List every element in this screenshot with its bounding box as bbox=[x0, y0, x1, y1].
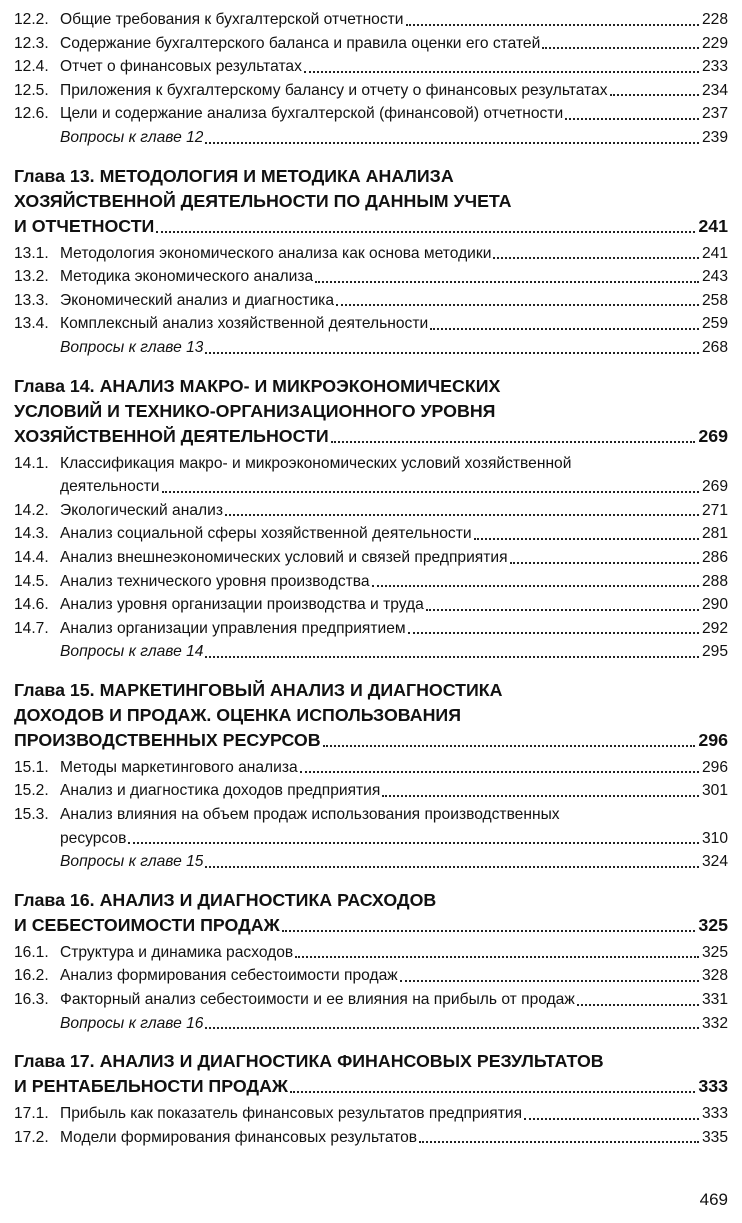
leader-dots bbox=[300, 771, 699, 773]
leader-dots bbox=[474, 538, 699, 540]
entry-title: Анализ формирования себестоимости продаж bbox=[60, 967, 398, 985]
chapter-heading[interactable] bbox=[14, 888, 728, 938]
chapter-heading[interactable] bbox=[14, 678, 728, 753]
toc-entry[interactable] bbox=[14, 617, 728, 641]
leader-dots bbox=[225, 514, 699, 516]
leader-dots bbox=[205, 1027, 699, 1029]
entry-number: 12.4. bbox=[14, 58, 49, 76]
leader-dots bbox=[205, 142, 699, 144]
entry-page: 237 bbox=[701, 105, 728, 123]
entry-title: Содержание бухгалтерского баланса и правила оценки его статей bbox=[60, 34, 541, 52]
entry-title: Приложения к бухгалтерскому балансу и отчету о финансовых результатах bbox=[60, 81, 608, 99]
toc-entry[interactable] bbox=[14, 55, 728, 79]
toc-entry[interactable] bbox=[14, 102, 728, 126]
toc-entry[interactable] bbox=[14, 570, 728, 594]
entry-title: Анализ уровня организации производства и труда bbox=[60, 596, 424, 614]
entry-page: 301 bbox=[701, 782, 728, 800]
toc-entry[interactable] bbox=[14, 964, 728, 988]
entry-title: Вопросы к главе 13 bbox=[60, 338, 204, 356]
toc-entry[interactable] bbox=[14, 779, 728, 803]
entry-page: 241 bbox=[701, 244, 728, 262]
chapter-page: 333 bbox=[698, 1076, 728, 1097]
entry-title-continued: деятельности bbox=[60, 478, 160, 496]
toc-entry[interactable] bbox=[14, 452, 728, 499]
chapter-page: 241 bbox=[698, 215, 728, 236]
entry-page: 228 bbox=[701, 11, 728, 28]
entry-page: 229 bbox=[701, 34, 728, 52]
chapter-heading[interactable] bbox=[14, 1049, 728, 1099]
leader-dots bbox=[577, 1004, 699, 1006]
entry-page: 324 bbox=[701, 853, 728, 871]
entry-page: 234 bbox=[701, 81, 728, 99]
entry-page: 239 bbox=[701, 128, 728, 146]
toc-entry[interactable] bbox=[14, 1102, 728, 1126]
leader-dots bbox=[315, 281, 699, 283]
chapter-page: 269 bbox=[698, 425, 728, 446]
chapter-title-line: И ОТЧЕТНОСТИ bbox=[14, 215, 155, 236]
leader-dots bbox=[542, 47, 699, 49]
toc-entry[interactable] bbox=[14, 289, 728, 313]
leader-dots bbox=[336, 304, 699, 306]
toc-questions-entry[interactable] bbox=[14, 1012, 728, 1036]
leader-dots bbox=[205, 352, 699, 354]
leader-dots bbox=[304, 71, 699, 73]
leader-dots bbox=[430, 328, 699, 330]
chapter-page: 296 bbox=[698, 729, 728, 750]
leader-dots bbox=[426, 609, 699, 611]
leader-dots bbox=[419, 1141, 699, 1143]
chapter-title-line: ДОХОДОВ И ПРОДАЖ. ОЦЕНКА ИСПОЛЬЗОВАНИЯ bbox=[14, 704, 461, 725]
entry-page: 259 bbox=[701, 315, 728, 333]
entry-page: 271 bbox=[701, 501, 728, 519]
entry-title: Методология экономического анализа как основа методики bbox=[60, 244, 492, 262]
leader-dots bbox=[282, 930, 696, 932]
toc-entry[interactable] bbox=[14, 522, 728, 546]
entry-page: 328 bbox=[701, 967, 728, 985]
entry-page: 258 bbox=[701, 291, 728, 309]
entry-title: Цели и содержание анализа бухгалтерской (финансовой) отчетности bbox=[60, 105, 564, 123]
entry-number: 14.4. bbox=[14, 548, 49, 566]
chapter-page: 325 bbox=[698, 914, 728, 935]
entry-number: 16.1. bbox=[14, 943, 49, 961]
entry-title: Вопросы к главе 15 bbox=[60, 853, 204, 871]
entry-number: 12.6. bbox=[14, 105, 49, 123]
toc-questions-entry[interactable] bbox=[14, 126, 728, 150]
leader-dots bbox=[406, 24, 699, 26]
entry-title: Структура и динамика расходов bbox=[60, 943, 294, 961]
toc-entry[interactable] bbox=[14, 756, 728, 780]
entry-number: 15.3. bbox=[14, 806, 49, 824]
leader-dots bbox=[382, 795, 699, 797]
leader-dots bbox=[408, 632, 699, 634]
leader-dots bbox=[205, 656, 699, 658]
entry-page: 233 bbox=[701, 58, 728, 76]
entry-number: 13.4. bbox=[14, 315, 49, 333]
toc-section-ch17 bbox=[14, 1049, 728, 1149]
entry-number: 12.3. bbox=[14, 34, 49, 52]
toc-entry[interactable] bbox=[14, 8, 728, 32]
toc-questions-entry[interactable] bbox=[14, 640, 728, 664]
entry-number: 13.1. bbox=[14, 244, 49, 262]
entry-title: Анализ социальной сферы хозяйственной деятельности bbox=[60, 525, 472, 543]
entry-number: 14.2. bbox=[14, 501, 49, 519]
toc-section-ch15 bbox=[14, 678, 728, 874]
entry-number: 13.3. bbox=[14, 291, 49, 309]
toc-entry[interactable] bbox=[14, 499, 728, 523]
entry-page: 292 bbox=[701, 619, 728, 637]
toc-entry[interactable] bbox=[14, 593, 728, 617]
entry-title: Экологический анализ bbox=[60, 501, 223, 519]
entry-number: 13.2. bbox=[14, 268, 49, 286]
entry-page: 335 bbox=[701, 1128, 728, 1146]
entry-page: 295 bbox=[701, 643, 728, 661]
leader-dots bbox=[290, 1091, 695, 1093]
entry-title: Вопросы к главе 16 bbox=[60, 1014, 204, 1032]
toc-entry[interactable] bbox=[14, 988, 728, 1012]
entry-page: 331 bbox=[701, 991, 728, 1009]
entry-title: Анализ внешнеэкономических условий и связей предприятия bbox=[60, 548, 508, 566]
toc-entry[interactable] bbox=[14, 265, 728, 289]
chapter-title-line: И РЕНТАБЕЛЬНОСТИ ПРОДАЖ bbox=[14, 1076, 288, 1097]
leader-dots bbox=[565, 118, 699, 120]
toc-entry[interactable] bbox=[14, 1126, 728, 1150]
chapter-title-line: ХОЗЯЙСТВЕННОЙ ДЕЯТЕЛЬНОСТИ ПО ДАННЫМ УЧЕТА bbox=[14, 190, 512, 211]
chapter-title-line: Глава 13. МЕТОДОЛОГИЯ И МЕТОДИКА АНАЛИЗА bbox=[14, 165, 454, 186]
toc-entry[interactable] bbox=[14, 941, 728, 965]
leader-dots bbox=[493, 257, 699, 259]
chapter-heading[interactable] bbox=[14, 164, 728, 239]
entry-number: 14.3. bbox=[14, 525, 49, 543]
entry-number: 16.3. bbox=[14, 991, 49, 1009]
entry-title: Классификация макро- и микроэкономических условий хозяйственной bbox=[60, 454, 572, 472]
entry-page: 332 bbox=[701, 1014, 728, 1032]
entry-number: 14.7. bbox=[14, 619, 49, 637]
leader-dots bbox=[205, 866, 699, 868]
leader-dots bbox=[400, 980, 699, 982]
entry-title: Анализ влияния на объем продаж использования производственных bbox=[60, 806, 560, 824]
chapter-heading[interactable] bbox=[14, 374, 728, 449]
toc-entry[interactable] bbox=[14, 79, 728, 103]
entry-title: Комплексный анализ хозяйственной деятельности bbox=[60, 315, 429, 333]
entry-number: 16.2. bbox=[14, 967, 49, 985]
toc-questions-entry[interactable] bbox=[14, 850, 728, 874]
entry-page: 269 bbox=[701, 478, 728, 496]
entry-title: Вопросы к главе 14 bbox=[60, 643, 204, 661]
toc-entry[interactable] bbox=[14, 546, 728, 570]
page-number: 469 bbox=[699, 1190, 728, 1209]
chapter-title-line: Глава 17. АНАЛИЗ И ДИАГНОСТИКА ФИНАНСОВЫХ РЕЗУЛЬТАТОВ bbox=[14, 1051, 604, 1072]
entry-page: 268 bbox=[701, 338, 728, 356]
entry-title: Методы маркетингового анализа bbox=[60, 758, 298, 776]
entry-number: 14.5. bbox=[14, 572, 49, 590]
entry-page: 281 bbox=[701, 525, 728, 543]
toc-section-ch14 bbox=[14, 374, 728, 664]
entry-title: Модели формирования финансовых результатов bbox=[60, 1128, 418, 1146]
entry-number: 14.1. bbox=[14, 454, 49, 472]
chapter-title-line: И СЕБЕСТОИМОСТИ ПРОДАЖ bbox=[14, 914, 280, 935]
leader-dots bbox=[331, 441, 696, 443]
entry-number: 15.1. bbox=[14, 758, 49, 776]
table-of-contents bbox=[14, 8, 728, 1149]
entry-number: 12.5. bbox=[14, 81, 49, 99]
toc-entry[interactable] bbox=[14, 32, 728, 56]
leader-dots bbox=[128, 842, 699, 844]
entry-title: Факторный анализ себестоимости и ее влияния на прибыль от продаж bbox=[60, 991, 575, 1009]
leader-dots bbox=[510, 562, 699, 564]
entry-title: Общие требования к бухгалтерской отчетности bbox=[60, 11, 404, 28]
chapter-title-line: Глава 16. АНАЛИЗ И ДИАГНОСТИКА РАСХОДОВ bbox=[14, 889, 437, 910]
entry-title: Прибыль как показатель финансовых результатов предприятия bbox=[60, 1105, 523, 1123]
leader-dots bbox=[323, 745, 696, 747]
chapter-title-line: ХОЗЯЙСТВЕННОЙ ДЕЯТЕЛЬНОСТИ bbox=[14, 425, 329, 446]
toc-entry[interactable] bbox=[14, 312, 728, 336]
leader-dots bbox=[610, 94, 699, 96]
entry-page: 325 bbox=[701, 943, 728, 961]
toc-entry[interactable] bbox=[14, 242, 728, 266]
entry-page: 288 bbox=[701, 572, 728, 590]
entry-title: Отчет о финансовых результатах bbox=[60, 58, 302, 76]
entry-page: 296 bbox=[701, 758, 728, 776]
leader-dots bbox=[372, 585, 699, 587]
entry-title: Анализ организации управления предприятием bbox=[60, 619, 406, 637]
leader-dots bbox=[524, 1118, 699, 1120]
entry-page: 286 bbox=[701, 548, 728, 566]
entry-number: 12.2. bbox=[14, 11, 49, 28]
chapter-title-line: Глава 14. АНАЛИЗ МАКРО- И МИКРОЭКОНОМИЧЕСКИХ bbox=[14, 375, 501, 396]
entry-number: 17.2. bbox=[14, 1128, 49, 1146]
entry-title: Экономический анализ и диагностика bbox=[60, 291, 334, 309]
entry-page: 243 bbox=[701, 268, 728, 286]
chapter-title-line: ПРОИЗВОДСТВЕННЫХ РЕСУРСОВ bbox=[14, 729, 321, 750]
entry-page: 333 bbox=[701, 1105, 728, 1123]
leader-dots bbox=[295, 956, 699, 958]
entry-title: Анализ технического уровня производства bbox=[60, 572, 370, 590]
toc-questions-entry[interactable] bbox=[14, 336, 728, 360]
entry-title: Вопросы к главе 12 bbox=[60, 128, 204, 146]
entry-title: Методика экономического анализа bbox=[60, 268, 314, 286]
entry-number: 14.6. bbox=[14, 596, 49, 614]
entry-page: 290 bbox=[701, 596, 728, 614]
leader-dots bbox=[156, 231, 695, 233]
toc-section-ch12 bbox=[14, 8, 728, 150]
entry-title: Анализ и диагностика доходов предприятия bbox=[60, 782, 381, 800]
toc-section-ch13 bbox=[14, 164, 728, 360]
entry-number: 15.2. bbox=[14, 782, 49, 800]
entry-number: 17.1. bbox=[14, 1105, 49, 1123]
toc-section-ch16 bbox=[14, 888, 728, 1035]
leader-dots bbox=[162, 491, 699, 493]
toc-entry[interactable] bbox=[14, 803, 728, 850]
chapter-title-line: УСЛОВИЙ И ТЕХНИКО-ОРГАНИЗАЦИОННОГО УРОВНЯ bbox=[14, 400, 496, 421]
chapter-title-line: Глава 15. МАРКЕТИНГОВЫЙ АНАЛИЗ И ДИАГНОСТИКА bbox=[14, 679, 503, 700]
entry-page: 310 bbox=[701, 829, 728, 847]
entry-title-continued: ресурсов bbox=[60, 829, 127, 847]
